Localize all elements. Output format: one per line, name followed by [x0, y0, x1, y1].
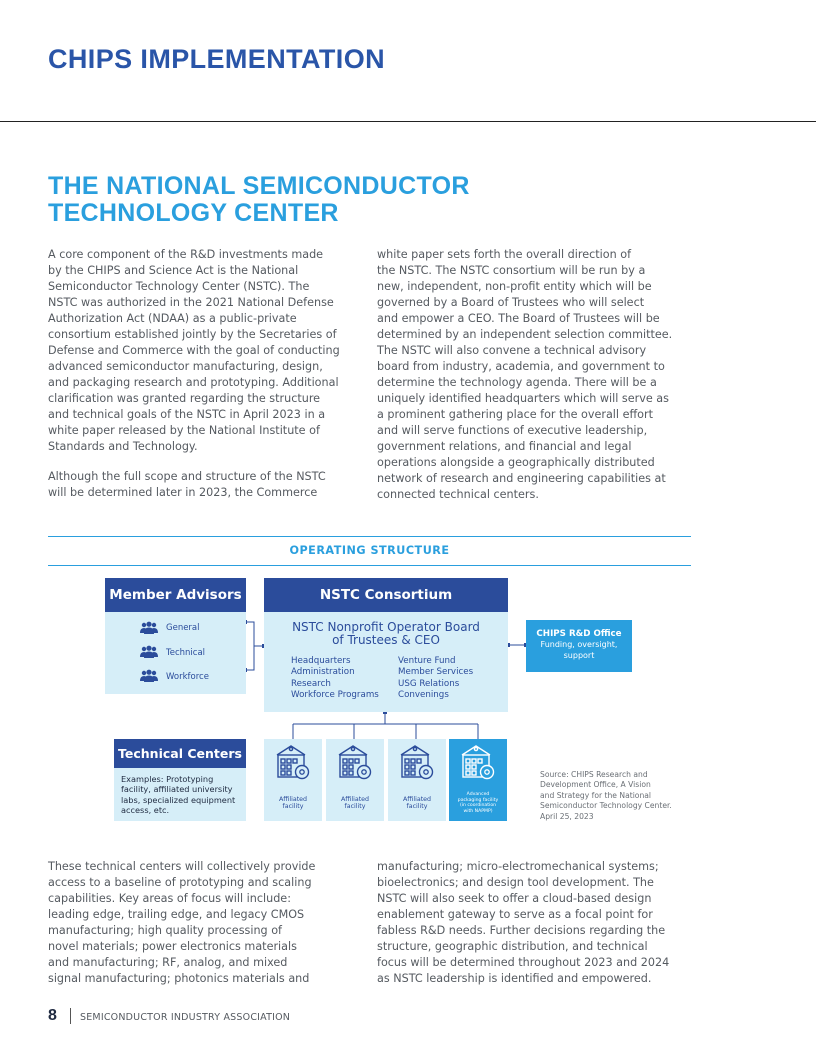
- outro-right-paragraph: manufacturing; micro-electromechanical systems; bioelectronics; and design tool development. The NSTC will also seek to offer a cloud-based design enablement gateway to serve as a focal point for fabless R&D needs. Further decisions regarding the structure, geographic distribution, and technical focus will be determined throughout 2023 and 2024 as NSTC leadership is identified and empowered.: [377, 860, 670, 985]
- page-number: 8: [48, 1007, 57, 1024]
- technical-centers-description: Examples: Prototyping facility, affiliated university labs, specialized equipment access, etc.: [121, 774, 236, 815]
- footer-divider: [70, 1008, 71, 1024]
- technical-centers-header: Technical Centers: [114, 739, 246, 768]
- facility-card: [388, 739, 446, 821]
- board-of-trustees-title: NSTC Nonprofit Operator Board of Trustees & CEO: [292, 620, 480, 647]
- building-gear-icon: [275, 743, 311, 781]
- outro-left-paragraph: These technical centers will collectively provide access to a baseline of prototyping and scaling capabilities. Key areas of focus will include: leading edge, trailing edge, and legacy CMOS manufacturing; high quality processing of novel materials; power electronics materials and manufacturing; RF, analog, and mixed signal manufacturing; photonics materials and: [48, 860, 316, 985]
- member-advisors-header: Member Advisors: [105, 578, 246, 612]
- facility-card: [264, 739, 322, 821]
- advisor-technical-label: Technical: [166, 648, 206, 658]
- consortium-functions-right: Venture Fund Member Services USG Relations Convenings: [398, 656, 474, 701]
- advanced-packaging-facility-card: [449, 739, 507, 821]
- intro-right-paragraph: white paper sets forth the overall direction of the NSTC. The NSTC consortium will be run by a new, independent, non-profit entity which will be governed by a Board of Trustees who will select and empower a CEO. The Board of Trustees will be determined by an independent selection committee. The NSTC will also convene a technical advisory board from industry, academia, and government to determine the technology agenda. There will be a uniquely identified headquarters which will serve as a prominent gathering place for the overall effort and will serve functions of executive leadership, government relations, and financial and legal operations alongside a geographically distributed network of research and engineering capabilities at connected technical centers.: [377, 248, 673, 501]
- outro-left-column: [48, 859, 360, 1001]
- outro-right-column: [377, 859, 689, 1001]
- diagram-source-note: Source: CHIPS Research and Development Office, A Vision and Strategy for the National Semiconductor Technology Center. April 25, 2023: [540, 770, 672, 821]
- facility-label: Affiliated facility: [340, 796, 370, 810]
- diagram-heading: OPERATING STRUCTURE: [289, 544, 450, 557]
- people-icon: [140, 645, 158, 659]
- chips-rd-office-box: [526, 620, 632, 672]
- intro-left-paragraph-1: A core component of the R&D investments made by the CHIPS and Science Act is the National Semiconductor Technology Center (NSTC). The NSTC was authorized in the 2021 National Defense Authorization Act (NDAA) as a public-private consortium established jointly by the Secretaries of Defense and Commerce with the goal of conducting advanced semiconductor manufacturing, design, and packaging research and prototyping. Additional clarification was granted regarding the structure and technical goals of the NSTC in April 2023 in a white paper released by the National Institute of Standards and Technology.: [48, 248, 340, 453]
- advisor-workforce-label: Workforce: [166, 672, 209, 682]
- page-header-title: CHIPS IMPLEMENTATION: [48, 44, 385, 74]
- people-icon: [140, 621, 158, 635]
- building-gear-icon: [337, 743, 373, 781]
- nstc-consortium-header: NSTC Consortium: [264, 578, 508, 612]
- building-gear-icon: [460, 743, 496, 781]
- facility-label: Affiliated facility: [402, 796, 432, 810]
- facility-label: Affiliated facility: [278, 796, 308, 810]
- section-title: THE NATIONAL SEMICONDUCTOR TECHNOLOGY CENTER: [48, 172, 470, 227]
- chips-rd-office-title: CHIPS R&D Office: [536, 629, 622, 639]
- advisor-general-label: General: [166, 623, 200, 633]
- chips-rd-office-subtitle: Funding, oversight, support: [540, 640, 618, 660]
- facility-label: Advanced packaging facility (in coordination with NAPMP): [457, 792, 499, 814]
- facility-card: [326, 739, 384, 821]
- building-gear-icon: [399, 743, 435, 781]
- consortium-functions-left: Headquarters Administration Research Workforce Programs: [291, 656, 379, 701]
- people-icon: [140, 669, 158, 683]
- footer-organization: SEMICONDUCTOR INDUSTRY ASSOCIATION: [80, 1012, 291, 1023]
- intro-left-paragraph-2: Although the full scope and structure of the NSTC will be determined later in 2023, the Commerce: [48, 470, 326, 499]
